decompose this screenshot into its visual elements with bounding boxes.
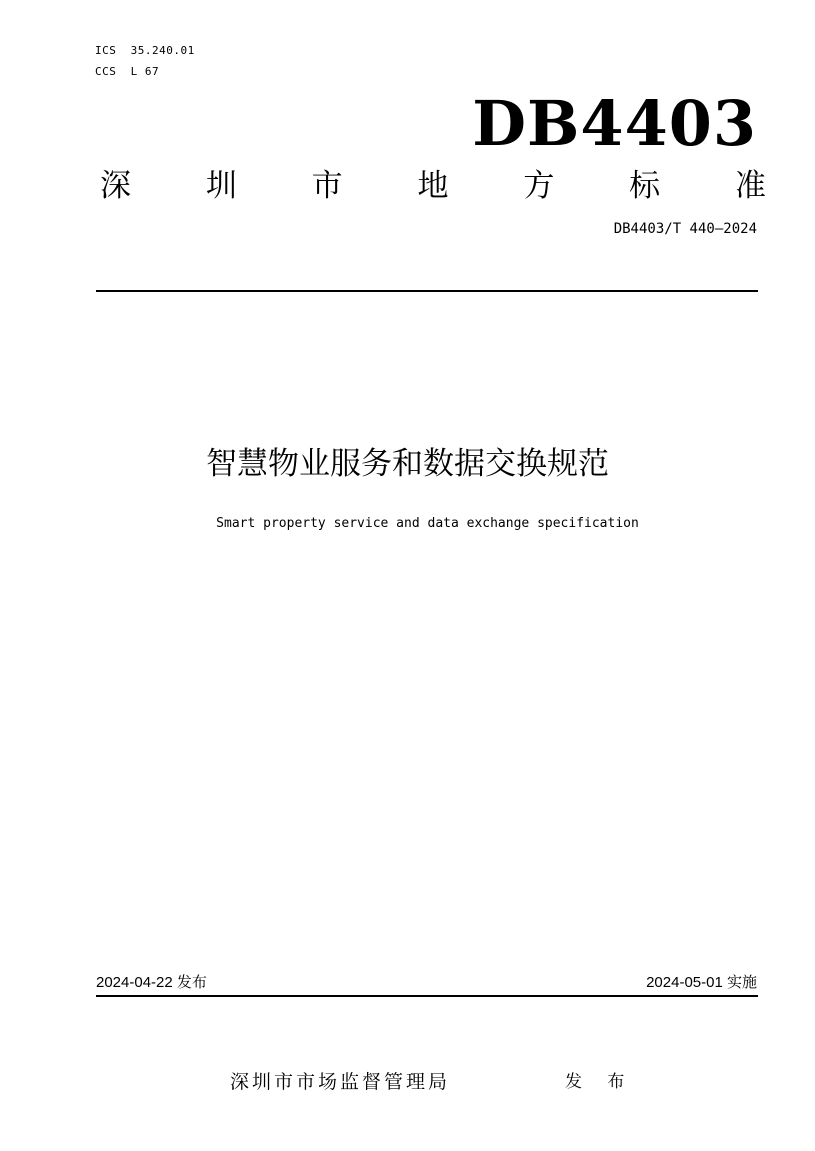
standard-type-char: 圳 (205, 167, 237, 204)
implementation-date: 2024-05-01 实施 (646, 974, 757, 991)
standard-type-char: 准 (734, 167, 766, 204)
standard-type-char: 方 (523, 167, 555, 204)
standard-type (100, 160, 766, 204)
classification-codes (95, 40, 195, 82)
standard-type-char: 地 (417, 167, 449, 204)
standard-code-heading: DB4403 (472, 87, 757, 160)
standard-type-char: 市 (311, 167, 343, 204)
standard-type-char: 标 (629, 167, 661, 204)
ccs-code: CCS L 67 (95, 65, 160, 78)
top-divider (96, 290, 758, 292)
document-title-zh: 智慧物业服务和数据交换规范 (206, 446, 609, 482)
standard-type-char: 深 (100, 167, 131, 204)
bottom-divider (96, 995, 758, 997)
document-title-en: Smart property service and data exchange specification (216, 516, 639, 531)
standard-number: DB4403/T 440—2024 (613, 221, 757, 237)
ics-code: ICS 35.240.01 (95, 44, 195, 57)
publisher-name: 深圳市市场监督管理局 (230, 1071, 451, 1093)
publish-label: 发 布 (565, 1072, 635, 1092)
issue-date: 2024-04-22 发布 (96, 974, 207, 991)
